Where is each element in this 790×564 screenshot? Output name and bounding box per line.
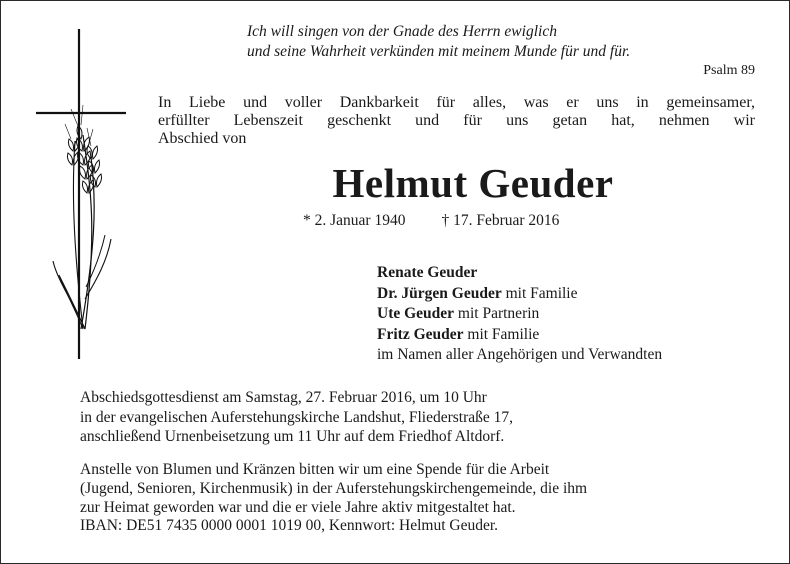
mourner-name: Ute Geuder — [377, 305, 455, 322]
mourner-entry — [377, 325, 662, 346]
verse-source: Psalm 89 — [703, 63, 755, 78]
intro-line-3: Abschied von — [158, 130, 247, 147]
donation-line-3: zur Heimat geworden war und die er viele Jahre aktiv mitgestaltet hat. — [80, 498, 516, 516]
service-info — [80, 388, 755, 447]
mourner-entry — [377, 263, 662, 284]
bible-verse — [151, 22, 755, 79]
mourners-list — [377, 263, 662, 366]
donation-line-1: Anstelle von Blumen und Kränzen bitten wir um eine Spende für die Arbeit — [80, 461, 550, 478]
deceased-name: Helmut Geuder — [332, 160, 614, 206]
mourner-name: Dr. Jürgen Geuder — [377, 284, 502, 302]
mourner-suffix: mit Familie — [463, 325, 540, 343]
life-dates — [303, 211, 559, 231]
mourner-name: Renate Geuder — [377, 264, 478, 281]
mourner-suffix: mit Partnerin — [454, 305, 540, 322]
intro-text — [158, 94, 755, 148]
mourners-closing: im Namen aller Angehörigen und Verwandten — [377, 346, 663, 363]
intro-line-2: erfüllter Lebenszeit geschenkt und für uns getan hat, nehmen wir — [158, 112, 755, 129]
service-line-3: anschließend Urnenbeisetzung um 11 Uhr auf dem Friedhof Altdorf. — [80, 428, 505, 445]
cross-with-wheat-icon — [31, 29, 131, 361]
verse-line-2: und seine Wahrheit verkünden mit meinem Munde für und für. — [247, 43, 631, 60]
mourner-entry — [377, 304, 662, 325]
donation-line-2: (Jugend, Senioren, Kirchenmusik) in der Auferstehungskirchengemeinde, die ihm — [80, 479, 588, 497]
verse-line-1: Ich will singen von der Gnade des Herrn ewiglich — [247, 23, 557, 40]
birth-date: * 2. Januar 1940 — [303, 212, 406, 229]
mourner-entry — [377, 284, 662, 305]
service-line-1: Abschiedsgottesdienst am Samstag, 27. Februar 2016, um 10 Uhr — [80, 389, 487, 406]
mourner-suffix: mit Familie — [501, 284, 578, 302]
donation-info — [80, 461, 755, 536]
donation-iban: IBAN: DE51 7435 0000 0001 1019 00, Kennwort: Helmut Geuder. — [80, 517, 499, 535]
death-date: † 17. Februar 2016 — [441, 212, 560, 229]
service-line-2: in der evangelischen Auferstehungskirche Landshut, Fliederstraße 17, — [80, 408, 514, 426]
mourner-name: Fritz Geuder — [377, 325, 464, 343]
intro-line-1: In Liebe und voller Dankbarkeit für alles, was er uns in gemeinsamer, — [158, 94, 755, 111]
